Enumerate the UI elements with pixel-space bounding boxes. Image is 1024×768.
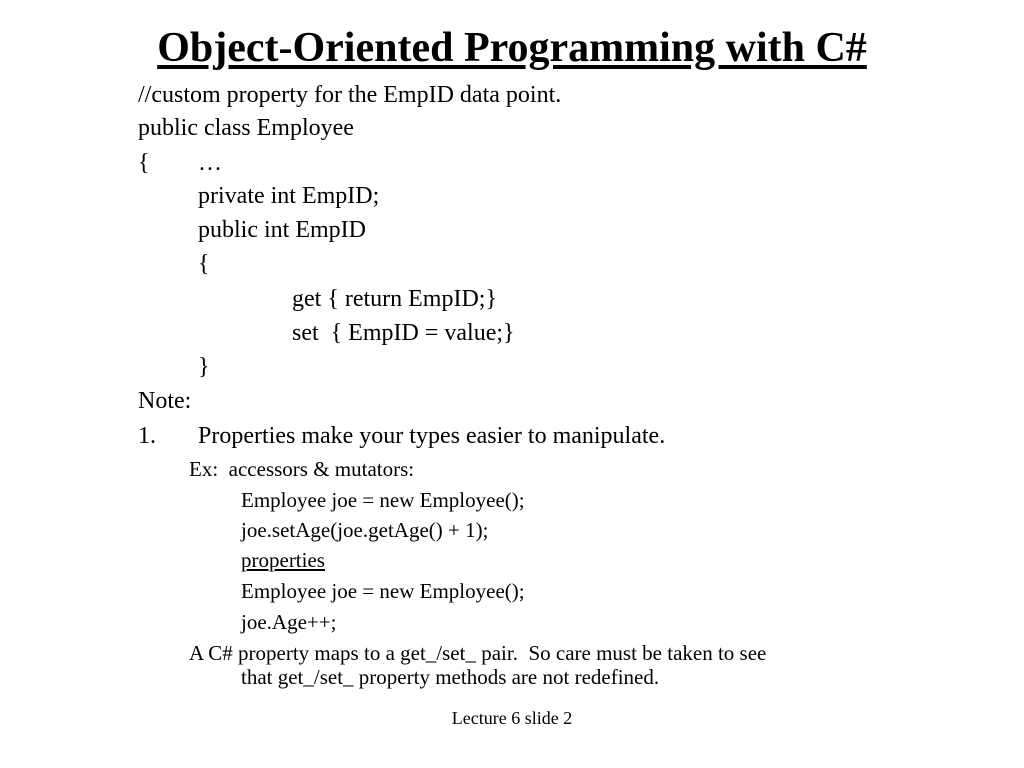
example-intro: Ex: accessors & mutators: <box>189 457 415 481</box>
page-title: Object-Oriented Programming with C# <box>157 25 867 71</box>
example-line-4: joe.Age++; <box>241 610 337 634</box>
point-number: 1. <box>138 423 156 449</box>
code-property-close-brace: } <box>198 354 210 380</box>
example-line-1: Employee joe = new Employee(); <box>241 488 525 512</box>
code-class-declaration: public class Employee <box>138 115 354 141</box>
final-note-line-2: that get_/set_ property methods are not redefined. <box>241 665 660 689</box>
code-getter: get { return EmpID;} <box>292 286 497 312</box>
properties-label: properties <box>241 548 325 572</box>
final-note-line-1: A C# property maps to a get_/set_ pair. So care must be taken to see <box>189 641 767 665</box>
point-text: Properties make your types easier to manipulate. <box>198 423 666 449</box>
code-property-open-brace: { <box>198 251 210 277</box>
code-open-brace: { <box>138 150 150 176</box>
code-public-property: public int EmpID <box>198 217 366 243</box>
code-comment: //custom property for the EmpID data point. <box>138 82 562 108</box>
example-line-3: Employee joe = new Employee(); <box>241 579 525 603</box>
code-ellipsis: … <box>198 150 222 176</box>
note-label: Note: <box>138 388 192 414</box>
code-private-field: private int EmpID; <box>198 183 380 209</box>
example-line-2: joe.setAge(joe.getAge() + 1); <box>241 518 489 542</box>
code-setter: set { EmpID = value;} <box>292 320 515 346</box>
slide-footer: Lecture 6 slide 2 <box>451 708 573 728</box>
